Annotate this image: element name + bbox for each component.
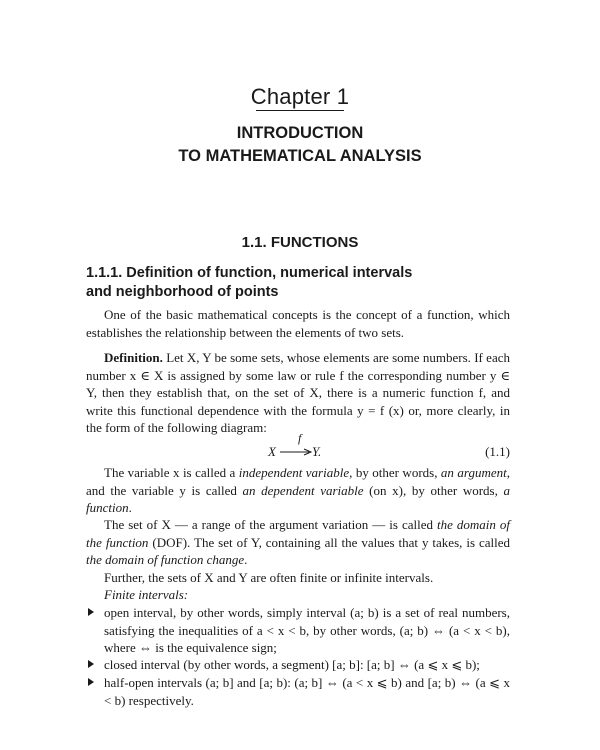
- domain-text-1: The set of X — a range of the argument variation — is called: [104, 517, 437, 532]
- variable-text-3: , and the variable y is called: [86, 465, 510, 498]
- equation-1-1: [86, 431, 510, 464]
- variable-text-2: , by other words,: [349, 465, 441, 480]
- domain-text-3: .: [244, 552, 248, 567]
- variable-text-4: (on x), by other words,: [363, 482, 504, 498]
- term-argument: an argument: [440, 465, 507, 480]
- equation-number: (1.1): [485, 444, 510, 459]
- domain-text-2: (DOF). The set of Y, containing all the values that y takes, is called: [148, 534, 510, 550]
- term-independent-variable: independent variable: [238, 465, 350, 480]
- chapter-underline: [256, 110, 344, 111]
- subsection-heading-line-2: and neighborhood of points: [86, 284, 279, 300]
- chapter-label: Chapter 1: [250, 84, 350, 109]
- list-item: [104, 656, 510, 674]
- equation-right-set: Y.: [312, 444, 322, 459]
- bullet-triangle-icon: [88, 678, 94, 686]
- subsection-heading: [86, 264, 526, 302]
- intro-paragraph: One of the basic mathematical concepts is the concept of a function, which establishes the relationship between the elements of two sets.: [86, 307, 510, 340]
- further-paragraph: Further, the sets of X and Y are often finite or infinite intervals.: [104, 570, 434, 585]
- variable-text-5: .: [128, 500, 132, 515]
- definition-paragraph: [86, 349, 510, 437]
- equation-arrow-label: f: [298, 431, 302, 445]
- bullet-triangle-icon: [88, 608, 94, 616]
- right-arrow-icon: [280, 448, 312, 456]
- domain-paragraph: [86, 516, 510, 569]
- equation-left-set: X: [268, 444, 276, 459]
- definition-lead: Definition.: [104, 350, 163, 365]
- list-item-text: closed interval (by other words, a segment) [a; b]: [a; b] ⇔ (a ⩽ x ⩽ b);: [104, 657, 480, 672]
- subsection-heading-line-1: 1.1.1. Definition of function, numerical intervals: [86, 265, 413, 281]
- definition-text: Let X, Y be some sets, whose elements are some numbers. If each number x ∈ X is assigned by some law or rule f the corresponding number y ∈ Y, then they establish that, on the set of X, there is a numeric function f, and write this functional dependence with the formula y = f (x) or, more clearly, in the form of the following diagram:: [86, 350, 510, 435]
- term-domain-of-function-change: the domain of function change: [86, 552, 245, 567]
- variable-text-1: The variable x is called a: [104, 465, 239, 480]
- term-dependent-variable: an dependent variable: [242, 482, 364, 498]
- list-item: [104, 604, 510, 657]
- list-item-text: half-open intervals (a; b] and [a; b): (a; b] ⇔ (a < x ⩽ b) and [a; b) ⇔ (a ⩽ x < b) respectively.: [104, 675, 510, 708]
- section-heading: 1.1. FUNCTIONS: [241, 234, 359, 251]
- chapter-title-line-2: TO MATHEMATICAL ANALYSIS: [178, 147, 422, 165]
- bullet-triangle-icon: [88, 660, 94, 668]
- chapter-title-line-1: INTRODUCTION: [236, 124, 364, 142]
- finite-intervals-label: Finite intervals:: [104, 587, 189, 602]
- term-domain-of-function: the domain of the function: [86, 517, 510, 550]
- list-item-text: open interval, by other words, simply interval (a; b) is a set of real numbers, satisfying the inequalities of a < x < b, by other words, (a; b) ⇔ (a < x < b), where ⇔ is the equivalence sign;: [104, 605, 510, 655]
- variable-paragraph: [86, 464, 510, 517]
- list-item: [104, 674, 510, 709]
- term-function: a function: [86, 482, 510, 515]
